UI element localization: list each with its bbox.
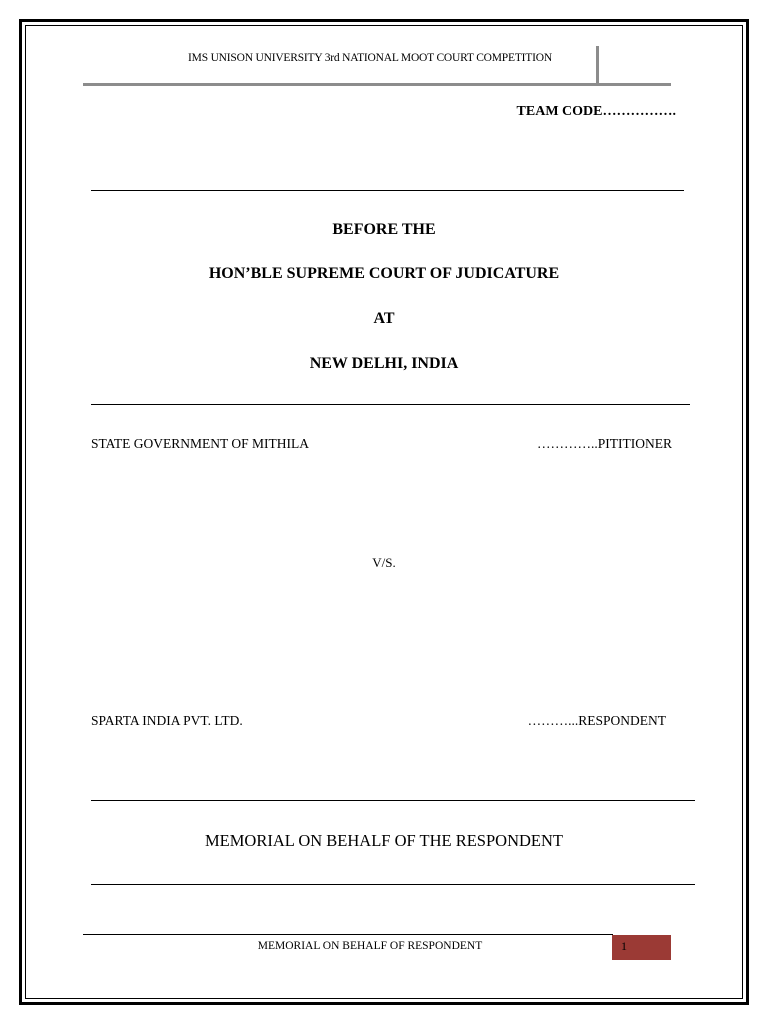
court-line-name: HON’BLE SUPREME COURT OF JUDICATURE [208, 265, 560, 282]
divider-top [91, 190, 684, 191]
court-line-at: AT [373, 310, 395, 327]
header-rule [83, 83, 671, 86]
versus-label: V/S. [372, 555, 396, 570]
footer-text: MEMORIAL ON BEHALF OF RESPONDENT [257, 940, 483, 952]
header-vertical-bar [596, 46, 599, 84]
court-line-before: BEFORE THE [332, 221, 436, 238]
header-title: IMS UNISON UNIVERSITY 3rd NATIONAL MOOT COURT COMPETITION [188, 52, 552, 64]
footer-rule [83, 934, 613, 935]
page-number: 1 [612, 935, 671, 960]
memorial-title: MEMORIAL ON BEHALF OF THE RESPONDENT [205, 831, 563, 850]
petitioner-name: STATE GOVERNMENT OF MITHILA [91, 436, 310, 451]
page-border-inner [25, 25, 743, 999]
respondent-role: ………...RESPONDENT [527, 713, 666, 728]
team-code: TEAM CODE……………. [516, 104, 676, 119]
divider-memorial-bottom [91, 884, 695, 885]
petitioner-role: …………..PITITIONER [537, 436, 672, 451]
respondent-name: SPARTA INDIA PVT. LTD. [91, 713, 243, 728]
divider-court [91, 404, 690, 405]
divider-memorial-top [91, 800, 695, 801]
court-line-location: NEW DELHI, INDIA [309, 355, 459, 372]
